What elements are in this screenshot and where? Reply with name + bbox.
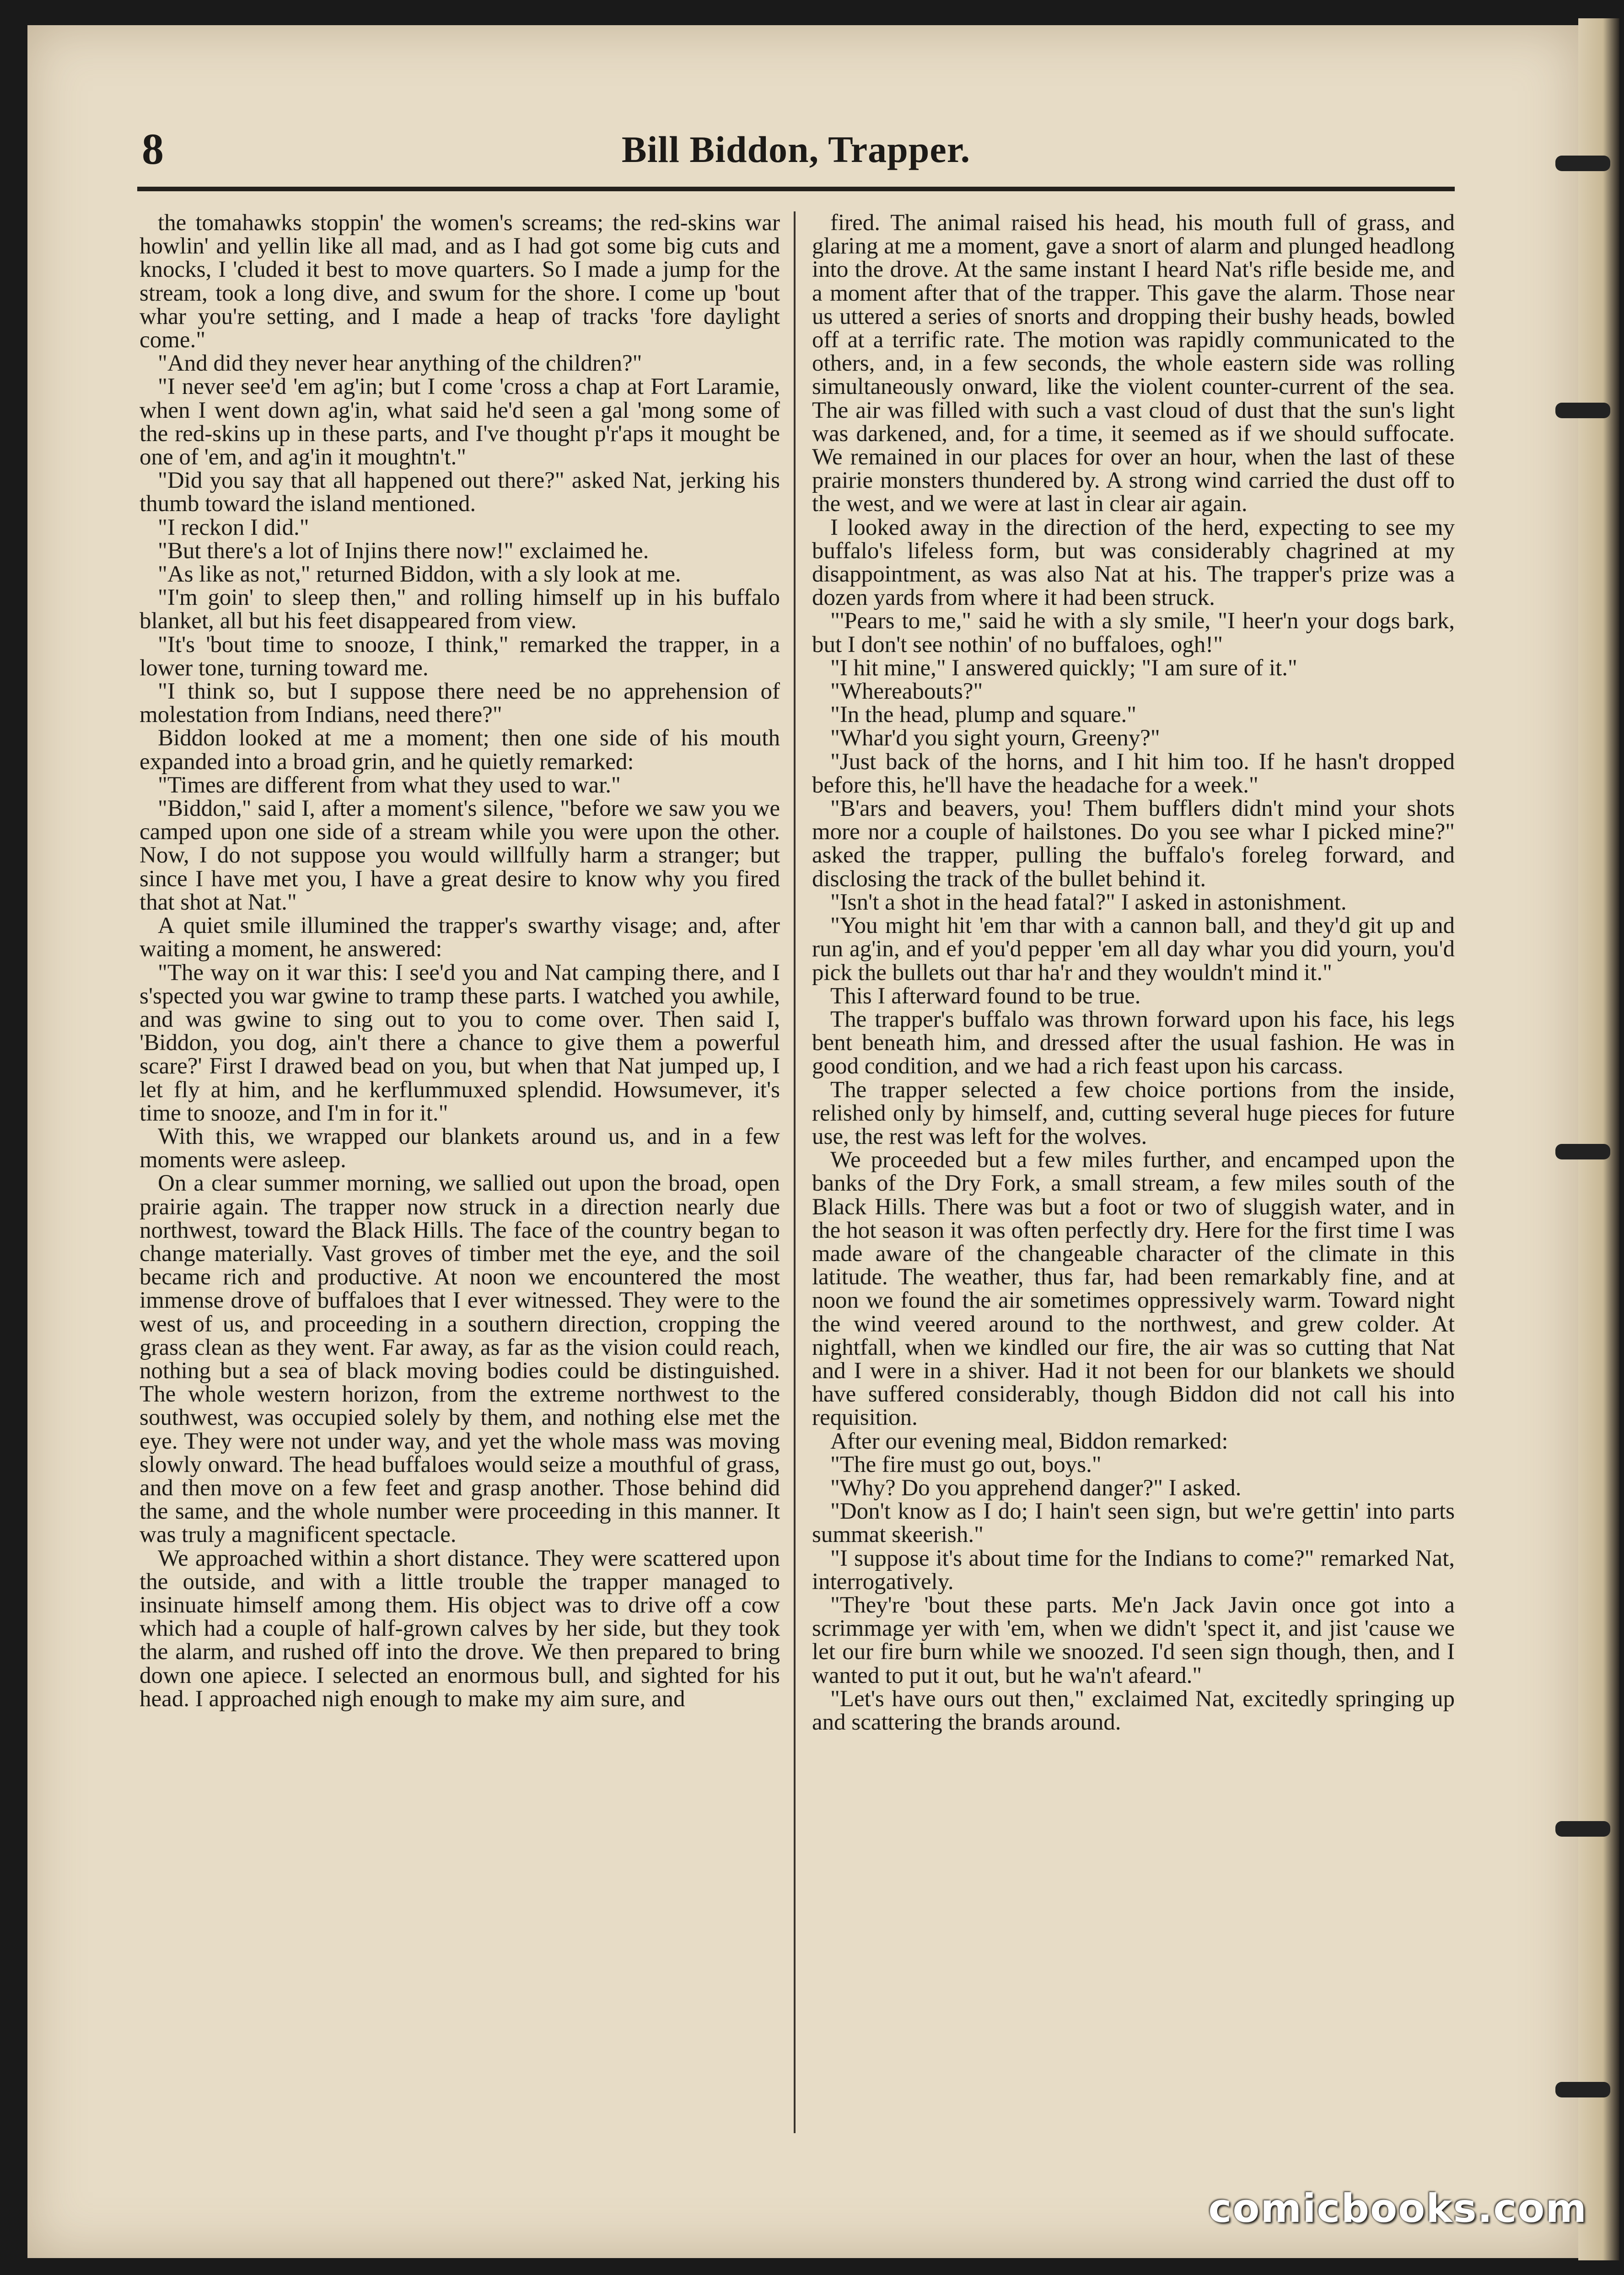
paragraph: The trapper's buffalo was thrown forward upon his face, his legs bent beneath him, and dressed after the usual fashion. He was in good condition, and we had a rich feast upon his carcass. (812, 1006, 1455, 1079)
paragraph: "I think so, but I suppose there need be no apprehension of molestation from Indians, need there?" (140, 679, 780, 728)
paragraph: I looked away in the direction of the herd, expecting to see my buffalo's lifeless form, but was considerably chagrined at my disappointment, as was also Nat at his. The trapper's prize was a dozen yards from where it had been struck. (812, 514, 1455, 611)
paragraph: "I hit mine," I answered quickly; "I am sure of it." (830, 655, 1297, 681)
paragraph: With this, we wrapped our blankets around us, and in a few moments were asleep. (140, 1123, 780, 1173)
page-number: 8 (142, 124, 164, 173)
paragraph: "I never see'd 'em ag'in; but I come 'cross a chap at Fort Laramie, when I went down ag'in, what said he'd seen a gal 'mong some of the red-skins up in these parts, and I've thought p'r'aps it mought be one of 'em, and ag'in it moughtn't." (140, 374, 780, 470)
paragraph: "'Pears to me," said he with a sly smile, "I heer'n your dogs bark, but I don't see nothin' of no buffaloes, ogh!" (812, 608, 1455, 658)
header-rule (137, 187, 1455, 191)
paragraph: "I reckon I did." (158, 514, 309, 540)
paragraph: "As like as not," returned Biddon, with a sly look at me. (158, 561, 681, 588)
page-edge-binding (1578, 18, 1619, 2260)
paragraph: "You might hit 'em thar with a cannon ball, and they'd git up and run ag'in, and ef you'd pepper 'em all day whar you did yourn, you'd pick the bullets out thar ha'r and they wouldn't mind it." (812, 913, 1455, 986)
text-column-right (812, 211, 1455, 2133)
paragraph: "The fire must go out, boys." (830, 1451, 1102, 1477)
paragraph: "Whar'd you sight yourn, Greeny?" (830, 725, 1160, 751)
column-divider (794, 211, 796, 2133)
paragraph: We proceeded but a few miles further, and encamped upon the banks of the Dry Fork, a small stream, a few miles south of the Black Hills. There was but a foot or two of sluggish water, and in the hot season it was often perfectly dry. Here for the first time I was made aware of the changeable character of the climate in this latitude. The weather, thus far, had been remarkably fine, and at noon we found the air sometimes oppressively warm. Toward night the wind veered around to the northwest, and grew colder. At nightfall, when we kindled our fire, the air was so cutting that Nat and I were in a shiver. Had it not been for our blankets we should have suffered considerably, though Biddon did not call his into requisition. (812, 1147, 1455, 1431)
binding-staple (1555, 1821, 1610, 1837)
paragraph: "Isn't a shot in the head fatal?" I asked in astonishment. (830, 889, 1347, 915)
paragraph: "Whereabouts?" (830, 679, 983, 705)
binding-staple (1555, 1144, 1610, 1159)
paragraph: "Let's have ours out then," exclaimed Nat, excitedly springing up and scattering the brands around. (812, 1686, 1455, 1735)
paragraph: This I afterward found to be true. (830, 983, 1141, 1009)
paragraph: "Biddon," said I, after a moment's silence, "before we saw you we camped upon one side of a stream while you were upon the other. Now, I do not suppose you would willfully harm a stranger; but since I have met you, I have a great desire to know why you fired that shot at Nat." (140, 796, 780, 915)
paragraph: "I'm goin' to sleep then," and rolling himself up in his buffalo blanket, all but his feet disappeared from view. (140, 585, 780, 634)
paragraph: "Just back of the horns, and I hit him too. If he hasn't dropped before this, he'll have the headache for a week." (812, 749, 1455, 798)
paragraph: "Don't know as I do; I hain't seen sign, but we're gettin' into parts summat skeerish." (812, 1499, 1455, 1548)
running-title: Bill Biddon, Trapper. (621, 129, 971, 170)
paragraph: "Did you say that all happened out there?" asked Nat, jerking his thumb toward the island mentioned. (140, 468, 780, 517)
paragraph: The trapper selected a few choice portions from the inside, relished only by himself, and, cutting several huge pieces for future use, the rest was left for the wolves. (812, 1077, 1455, 1149)
paragraph: "And did they never hear anything of the children?" (158, 350, 642, 377)
paragraph: "They're 'bout these parts. Me'n Jack Javin once got into a scrimmage yer with 'em, when we didn't 'spect it, and jist 'cause we let our fire burn while we snoozed. I'd seen sign though, then, and I wanted to put it out, but he wa'n't afeard." (812, 1592, 1455, 1688)
paragraph: "In the head, plump and square." (830, 702, 1137, 728)
paragraph: After our evening meal, Biddon remarked: (830, 1428, 1228, 1454)
page-header (137, 124, 1455, 192)
site-watermark: comicbooks.com (1208, 2186, 1587, 2232)
paragraph: fired. The animal raised his head, his mouth full of grass, and glaring at me a moment, gave a snort of alarm and plunged headlong into the drove. At the same instant I heard Nat's rifle beside me, and a moment after that of the trapper. This gave the alarm. Those near us uttered a series of snorts and dropping their bushy heads, bowled off at a terrific rate. The motion was rapidly communicated to the others, and, in a few seconds, the whole eastern side was rolling simultaneously onward, like the violent counter-current of the sea. The air was filled with such a vast cloud of dust that the sun's light was darkened, and, for a time, it seemed as if we should suffocate. We remained in our places for over an hour, when the last of these prairie monsters thundered by. A strong wind carried the dust off to the west, and we were at last in clear air again. (812, 210, 1455, 517)
paragraph: "But there's a lot of Injins there now!" exclaimed he. (158, 538, 649, 564)
paragraph: "B'ars and beavers, you! Them bufflers didn't mind your shots more nor a couple of hailstones. Do you see whar I picked mine?" asked the trapper, pulling the buffalo's foreleg forward, and disclosing the track of the bullet behind it. (812, 796, 1455, 892)
binding-staple (1555, 156, 1610, 171)
paragraph: Biddon looked at me a moment; then one side of his mouth expanded into a broad grin, and he quietly remarked: (140, 725, 780, 775)
paragraph: "I suppose it's about time for the Indians to come?" remarked Nat, interrogatively. (812, 1545, 1455, 1595)
paragraph: the tomahawks stoppin' the women's screams; the red-skins war howlin' and yellin like all mad, and as I had got some big cuts and knocks, I 'cluded it best to move quarters. So I made a jump for the stream, took a long dive, and swum for the shore. I come up 'bout whar you're setting, and I made a heap of tracks 'fore daylight come." (140, 210, 780, 353)
paragraph: "The way on it war this: I see'd you and Nat camping there, and I s'spected you war gwine to tramp these parts. I watched you awhile, and was gwine to sing out to you to come over. Then said I, 'Biddon, you dog, ain't there a chance to give them a powerful scare?' First I drawed bead on you, but when that Nat jumped up, I let fly at him, and he kerflummuxed splendid. Howsumever, it's time to snooze, and I'm in for it." (140, 960, 780, 1126)
paragraph: On a clear summer morning, we sallied out upon the broad, open prairie again. The trapper now struck in a direction nearly due northwest, toward the Black Hills. The face of the country began to change materially. Vast groves of timber met the eye, and the soil became rich and productive. At noon we encountered the most immense drove of buffaloes that I ever witnessed. They were to the west of us, and proceeding in a southern direction, cropping the grass clean as they went. Far away, as far as the vision could reach, nothing but a sea of black moving bodies could be distinguished. The whole western horizon, from the extreme northwest to the southwest, was occupied solely by them, and nothing else met the eye. They were not under way, and yet the whole mass was moving slowly onward. The head buffaloes would seize a mouthful of grass, and then move on a few feet and grasp another. Those behind did the same, and the whole number were proceeding in this manner. It was truly a magnificent spectacle. (140, 1170, 780, 1548)
paragraph: We approached within a short distance. They were scattered upon the outside, and with a little trouble the trapper managed to insinuate himself among them. His object was to drive off a cow which had a couple of half-grown calves by her side, but they took the alarm, and rushed off into the drove. We then prepared to bring down one apiece. I selected an enormous bull, and sighted for his head. I approached nigh enough to make my aim sure, and (140, 1545, 780, 1712)
binding-staple (1555, 403, 1610, 418)
paragraph: "It's 'bout time to snooze, I think," remarked the trapper, in a lower tone, turning toward me. (140, 631, 780, 681)
text-column-left (140, 211, 780, 2133)
paragraph: A quiet smile illumined the trapper's swarthy visage; and, after waiting a moment, he answered: (140, 913, 780, 962)
binding-staple (1555, 2082, 1610, 2097)
paragraph: "Times are different from what they used to war." (158, 772, 621, 798)
paragraph: "Why? Do you apprehend danger?" I asked. (830, 1475, 1242, 1501)
